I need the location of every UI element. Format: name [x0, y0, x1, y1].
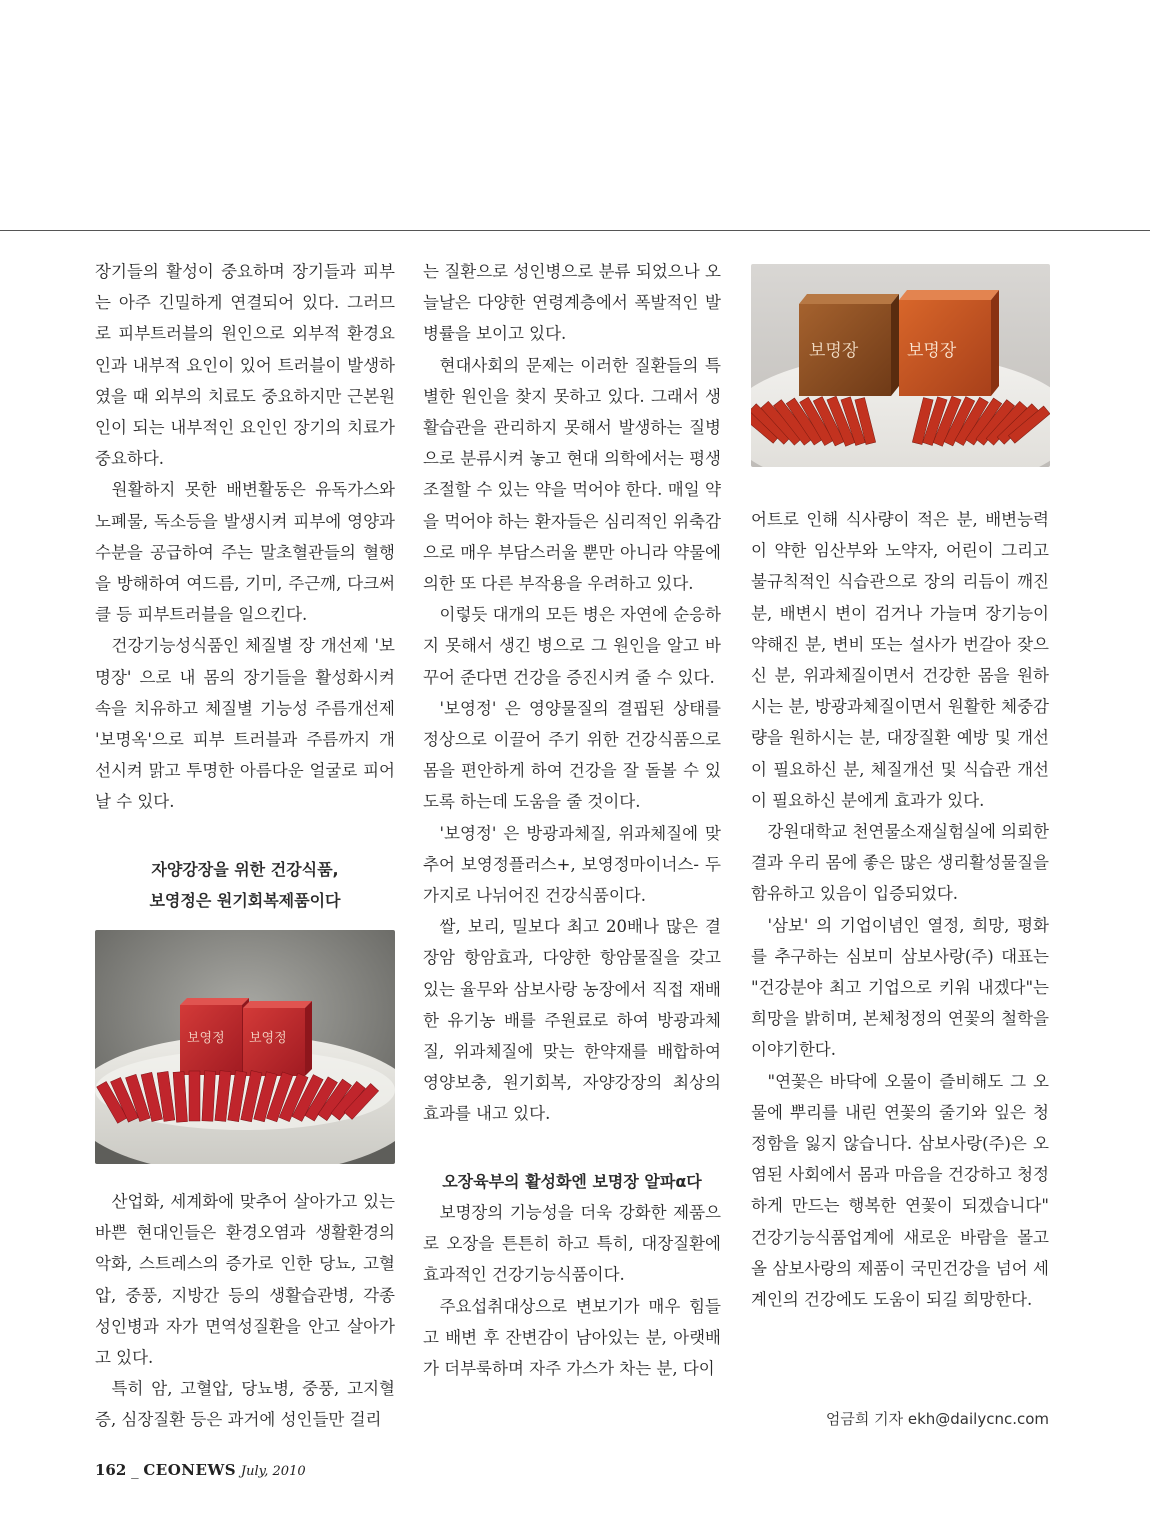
- product-box-right: [899, 290, 999, 396]
- svg-text:보영정: 보영정: [187, 1031, 225, 1047]
- section-heading-line-2: 보영정은 원기회복제품이다: [149, 890, 341, 910]
- paragraph: 주요섭취대상으로 변보기가 매우 힘들고 배변 후 잔변감이 남아있는 분, 아랫배가 더부룩하며 자주 가스가 차는 분, 다이: [423, 1296, 721, 1378]
- paragraph: 보명장의 기능성을 더욱 강화한 제품으로 오장을 튼튼히 하고 특히, 대장질환에 효과적인 건강기능식품이다.: [423, 1202, 721, 1285]
- paragraph: 는 질환으로 성인병으로 분류 되었으나 오늘날은 다양한 연령계층에서 폭발적인 발병률을 보이고 있다.: [423, 262, 721, 344]
- product-box-left: [180, 998, 249, 1075]
- paragraph: "연꽃은 바닥에 오물이 즐비해도 그 오물에 뿌리를 내린 연꽃의 줄기와 잎은 청정함을 잃지 않습니다. 삼보사랑(주)은 오염된 사회에서 몸과 마음을 건강하고 청정하게 만드는 행복한 연꽃이 되겠습니다" 건강기능식품업계에 새로운 바람을 몰고 올 삼보사랑의 제품이 국민건강을 넘어 세계인의 건강에도 도움이 되길 희망한다.: [751, 1071, 1049, 1310]
- svg-text:보명장: 보명장: [809, 341, 859, 361]
- paragraph: 이렇듯 대개의 모든 병은 자연에 순응하지 못해서 생긴 병으로 그 원인을 알고 바꾸어 준다면 건강을 증진시켜 줄 수 있다.: [423, 605, 721, 687]
- header-divider: [0, 230, 1150, 231]
- paragraph: 산업화, 세계화에 맞추어 살아가고 있는 바쁜 현대인들은 환경오염과 생활환경의 악화, 스트레스의 증가로 인한 당뇨, 고혈압, 중풍, 지방간 등의 생활습관병, 각종 성인병과 자가 면역성질환을 안고 살아가고 있다.: [95, 1192, 395, 1368]
- magazine-name: CEONEWS: [143, 1461, 237, 1479]
- issue-date: July, 2010: [240, 1464, 306, 1479]
- article-column-3: [751, 504, 1049, 1315]
- product-box-left: [799, 294, 899, 396]
- paragraph: 장기들의 활성이 중요하며 장기들과 피부는 아주 긴밀하게 연결되어 있다. 그러므로 피부트러블의 원인으로 외부적 환경요인과 내부적 요인이 있어 트러블이 발생하였을 때 외부의 치료도 중요하지만 근본원인이 되는 내부적인 요인인 장기의 치료가 중요하다.: [95, 262, 395, 469]
- paragraph: 어트로 인해 식사량이 적은 분, 배변능력이 약한 임산부와 노약자, 어린이 그리고 불규칙적인 식습관으로 장의 리듬이 깨진 분, 배변시 변이 검거나 가늘며 장기능이 약해진 분, 변비 또는 설사가 번갈아 잦으신 분, 위과체질이면서 건강한 몸을 원하시는 분, 방광과체질이면서 원활한 체중감량을 원하시는 분, 대장질환 예방 및 개선이 필요하신 분, 체질개선 및 식습관 개선이 필요하신 분에게 효과가 있다.: [751, 510, 1049, 810]
- page-footer: [95, 1461, 306, 1479]
- paragraph: 원활하지 못한 배변활동은 유독가스와 노폐물, 독소등을 발생시켜 피부에 영양과 수분을 공급하여 주는 말초혈관들의 혈행을 방해하여 여드름, 기미, 주근깨, 다크써클 등 피부트러블을 일으킨다.: [95, 480, 395, 625]
- section-heading: 오장육부의 활성화엔 보명장 알파α다: [442, 1171, 702, 1191]
- paragraph: '삼보' 의 기업이념인 열정, 희망, 평화를 추구하는 심보미 삼보사랑(주) 대표는 "건강분야 최고 기업으로 키워 내겠다"는 희망을 밝히며, 본체청정의 연꽃의 철학을 이야기한다.: [751, 915, 1049, 1060]
- paragraph: 강원대학교 천연물소재실험실에 의뢰한 결과 우리 몸에 좋은 많은 생리활성물질을 함유하고 있음이 입증되었다.: [751, 822, 1049, 904]
- article-column-1: [95, 256, 395, 1436]
- paragraph: 특히 암, 고혈압, 당뇨병, 중풍, 고지혈증, 심장질환 등은 과거에 성인들만 걸리: [95, 1379, 395, 1430]
- paragraph: '보영정' 은 영양물질의 결핍된 상태를 정상으로 이끌어 주기 위한 건강식품으로 몸을 편안하게 하여 건강을 잘 돌볼 수 있도록 하는데 도움을 줄 것이다.: [423, 698, 721, 812]
- section-heading-line-1: 자양강장을 위한 건강식품,: [151, 859, 339, 879]
- product-photo-boyeongjeong: [95, 930, 395, 1164]
- paragraph: 건강기능성식품인 체질별 장 개선제 '보명장' 으로 내 몸의 장기들을 활성화시켜 속을 치유하고 체질별 기능성 주름개선제 '보명옥'으로 피부 트러블과 주름까지 개선시켜 맑고 투명한 아름다운 얼굴로 피어날 수 있다.: [95, 636, 395, 812]
- paragraph: 쌀, 보리, 밀보다 최고 20배나 많은 결장암 항암효과, 다양한 항암물질을 갖고 있는 율무와 삼보사랑 농장에서 직접 재배한 유기농 배를 주원료로 하여 방광과체질, 위과체질에 맞는 한약재를 배합하여 영양보충, 원기회복, 자양강장의 최상의 효과를 내고 있다.: [423, 917, 721, 1124]
- footer-separator: _: [126, 1461, 144, 1479]
- article-column-2: [423, 256, 721, 1384]
- author-byline: 엄금희 기자 ekh@dailycnc.com: [825, 1410, 1049, 1428]
- page-number: 162: [95, 1461, 127, 1479]
- paragraph: '보영정' 은 방광과체질, 위과체질에 맞추어 보영정플러스+, 보영정마이너스- 두가지로 나뉘어진 건강식품이다.: [423, 823, 721, 906]
- svg-text:보영정: 보영정: [249, 1031, 287, 1047]
- product-box-right: [243, 1001, 312, 1076]
- svg-text:보명장: 보명장: [907, 341, 957, 361]
- product-photo-bomyeongjang: [751, 264, 1050, 467]
- paragraph: 현대사회의 문제는 이러한 질환들의 특별한 원인을 찾지 못하고 있다. 그래서 생활습관을 관리하지 못해서 발생하는 질병으로 분류시켜 놓고 현대 의학에서는 평생 조절할 수 있는 약을 먹어야 한다. 매일 약을 먹어야 하는 환자들은 심리적인 위축감으로 매우 부담스러울 뿐만 아니라 약물에 의한 또 다른 부작용을 우려하고 있다.: [423, 355, 721, 594]
